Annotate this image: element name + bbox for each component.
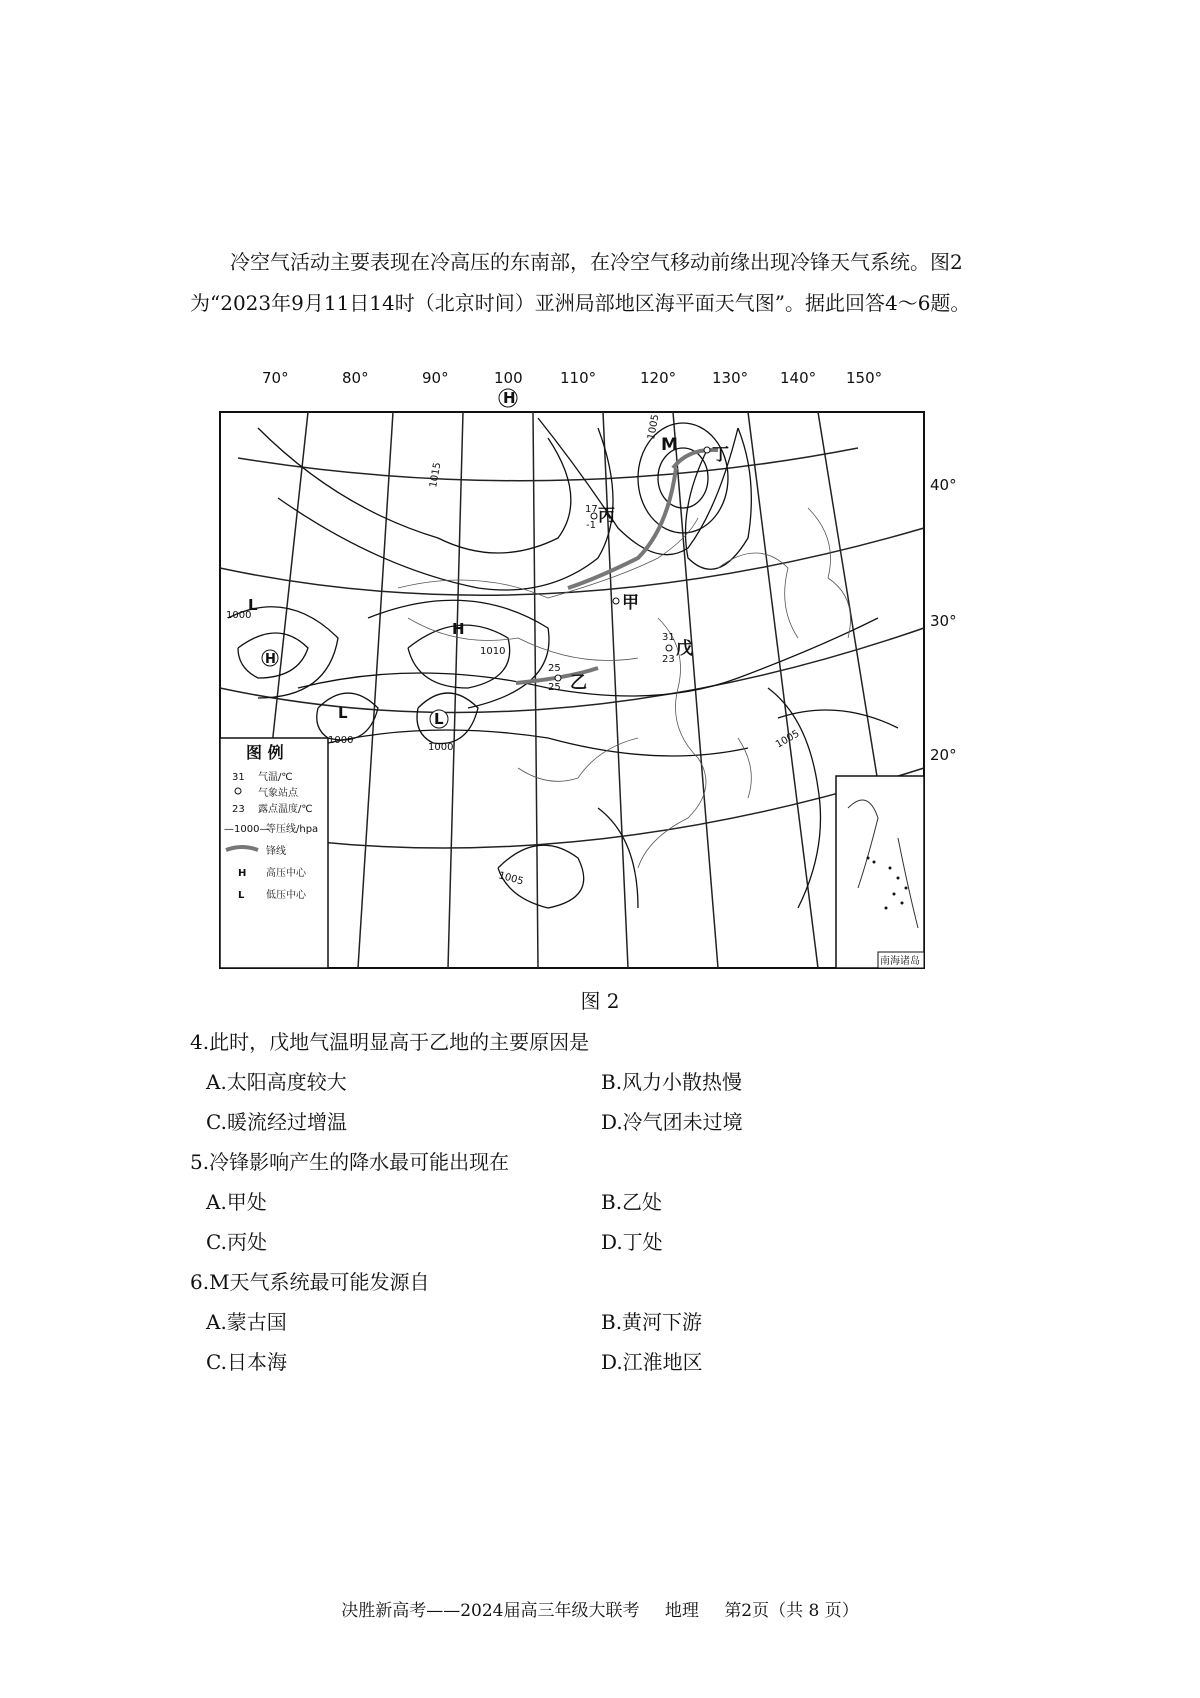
station-yi: 乙 [570, 673, 587, 693]
legend-symbol: H [238, 868, 247, 879]
legend-label: 锋线 [266, 846, 286, 857]
bing-dew: -1 [586, 520, 596, 531]
m-system-label: M [661, 435, 678, 455]
lon-label: 130° [712, 369, 749, 387]
lon-label: 100 [494, 369, 523, 387]
lon-label: 140° [780, 369, 817, 387]
isobar-label: 1005 [646, 413, 662, 441]
station-bing: 丙 [598, 506, 615, 526]
legend-label: 露点温度/℃ [258, 804, 313, 815]
option-a[interactable]: A.太阳高度较大 [206, 1070, 347, 1094]
isobar-label: 1005 [774, 728, 802, 751]
bing-temp: 17 [585, 504, 598, 515]
option-a[interactable]: A.蒙古国 [206, 1310, 287, 1334]
option-row [190, 1062, 1010, 1102]
high-center-label: H [265, 652, 276, 667]
legend-symbol: 23 [232, 804, 245, 815]
option-c[interactable]: C.丙处 [206, 1230, 267, 1254]
low-center-label: L [338, 704, 348, 722]
footer-page: 第2页（共 8 页） [724, 1601, 859, 1621]
south-sea-inset [836, 776, 924, 968]
option-a[interactable]: A.甲处 [206, 1190, 267, 1214]
isobar-label: 1000 [328, 735, 354, 746]
question-list [190, 1022, 1010, 1382]
station-jia: 甲 [622, 593, 639, 613]
lon-label: 70° [262, 369, 289, 387]
question-stem: 4.此时，戊地气温明显高于乙地的主要原因是 [190, 1030, 590, 1054]
low-center-label: L [248, 596, 258, 614]
lat-label: 30° [930, 612, 957, 630]
option-c[interactable]: C.暖流经过增温 [206, 1110, 347, 1134]
lon-label: 110° [560, 369, 597, 387]
high-center-label: H [503, 389, 516, 407]
legend-title: 图 例 [246, 743, 284, 762]
option-d[interactable]: D.冷气团未过境 [601, 1110, 743, 1134]
option-row [190, 1302, 1010, 1342]
footer-exam: 决胜新高考——2024届高三年级大联考 [341, 1601, 640, 1621]
wu-temp: 31 [662, 632, 675, 643]
legend-label: 高压中心 [266, 868, 306, 879]
legend-symbol: —1000— [224, 824, 270, 835]
isobar-label: 1010 [480, 646, 506, 657]
lon-label: 80° [342, 369, 369, 387]
option-row [190, 1222, 1010, 1262]
lat-label: 40° [930, 476, 957, 494]
question-stem: 6.M天气系统最可能发源自 [190, 1270, 430, 1294]
footer-subject: 地理 [664, 1601, 699, 1621]
page-footer [0, 1596, 1200, 1621]
weather-map [218, 388, 998, 993]
isobar-label: 1000 [226, 610, 252, 621]
legend-label: 气象站点 [258, 788, 298, 799]
legend-label: 低压中心 [266, 890, 306, 901]
legend-label: 等压线/hpa [266, 824, 319, 835]
legend-label: 气温/℃ [258, 772, 293, 783]
option-row [190, 1102, 1010, 1142]
map-legend [220, 738, 328, 968]
option-b[interactable]: B.黄河下游 [601, 1310, 703, 1334]
latitude-labels [930, 476, 957, 764]
intro-paragraph [190, 242, 1035, 324]
option-d[interactable]: D.江淮地区 [601, 1350, 703, 1374]
weather-map-svg [218, 388, 998, 993]
lon-label: 150° [846, 369, 883, 387]
legend-symbol: L [238, 890, 245, 901]
lon-label: 90° [422, 369, 449, 387]
isobar-label: 1015 [428, 461, 444, 489]
wu-dew: 23 [662, 654, 675, 665]
lon-label: 120° [640, 369, 677, 387]
low-center-label: L [434, 710, 444, 728]
station-wu: 戊 [676, 639, 693, 659]
isobar-label: 1000 [428, 742, 454, 753]
inset-label: 南海诸岛 [880, 956, 920, 967]
high-center-label: H [452, 620, 465, 638]
option-c[interactable]: C.日本海 [206, 1350, 287, 1374]
figure-caption: 图 2 [580, 989, 620, 1013]
option-d[interactable]: D.丁处 [601, 1230, 663, 1254]
longitude-label-row [218, 368, 998, 388]
intro-text: 冷空气活动主要表现在冷高压的东南部，在冷空气移动前缘出现冷锋天气系统。图2为“2023年9月11日14时（北京时间）亚洲局部地区海平面天气图”。据此回答4～6题。 [190, 250, 971, 315]
legend-symbol: 31 [232, 772, 245, 783]
question-stem: 5.冷锋影响产生的降水最可能出现在 [190, 1150, 510, 1174]
station-ding: 丁 [712, 445, 729, 465]
yi-dew: 25 [548, 682, 561, 693]
yi-temp: 25 [548, 663, 561, 674]
lat-label: 20° [930, 746, 957, 764]
isobar-label: 1005 [497, 870, 525, 888]
option-row [190, 1342, 1010, 1382]
option-row [190, 1182, 1010, 1222]
option-b[interactable]: B.风力小散热慢 [601, 1070, 743, 1094]
option-b[interactable]: B.乙处 [601, 1190, 663, 1214]
